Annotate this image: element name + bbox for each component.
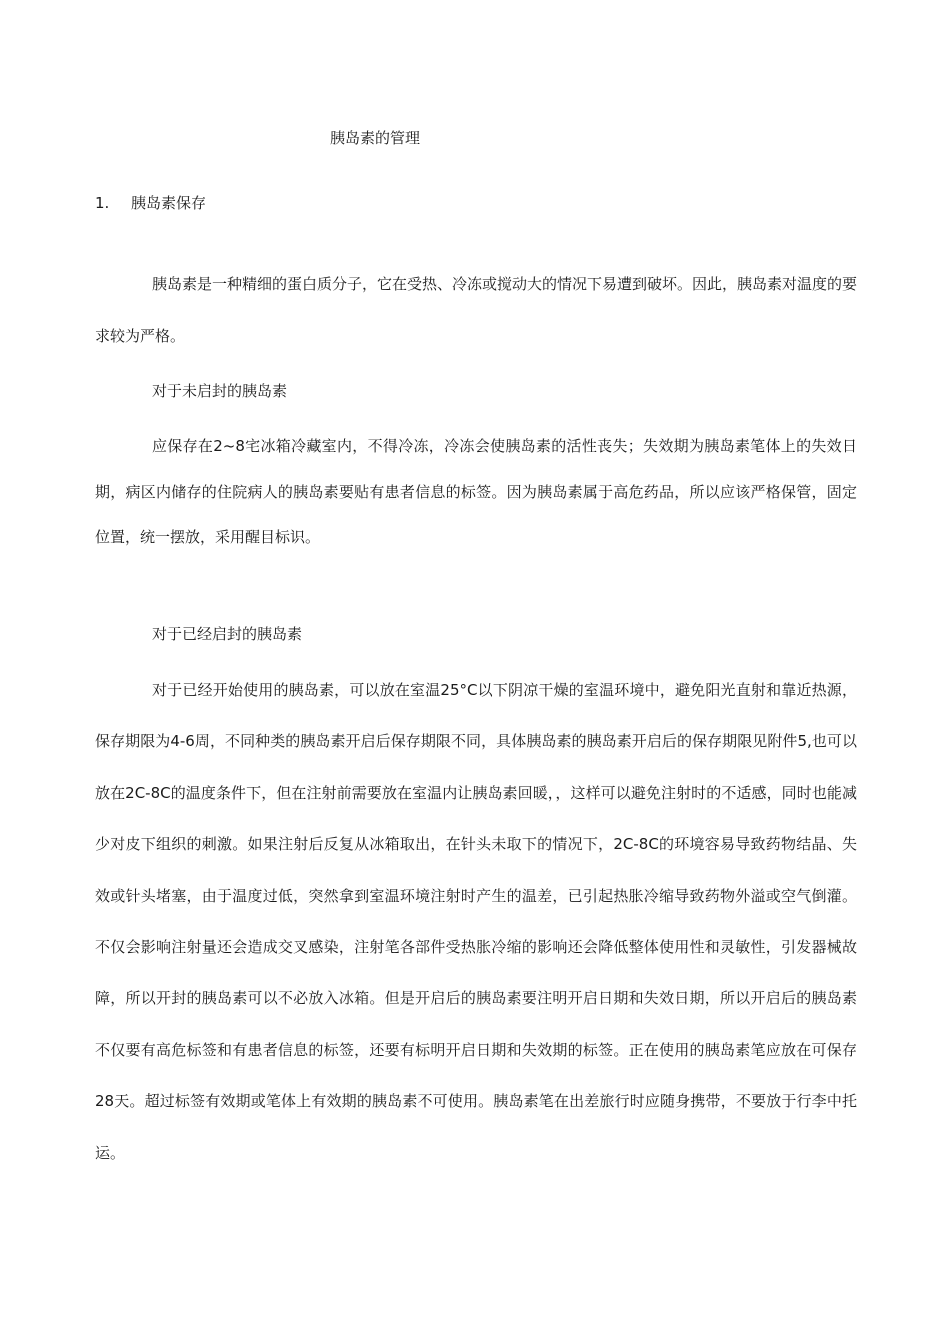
document-title: 胰岛素的管理 [329, 129, 420, 147]
unopened-paragraph: 应保存在2~8宅冰箱冷藏室内，不得冷冻，冷冻会使胰岛素的活性丧失；失效期为胰岛素笔体上的失效日期，病区内储存的住院病人的胰岛素要贴有患者信息的标签。因为胰岛素属于高危药品，所以应该严格保管，固定位置，统一摆放，采用醒目标识。 [95, 437, 857, 546]
unopened-heading: 对于未启封的胰岛素 [152, 382, 288, 400]
section-title: 胰岛素保存 [131, 194, 207, 212]
section-heading [95, 192, 206, 214]
opened-heading: 对于已经启封的胰岛素 [152, 625, 303, 643]
section-number: 1. [95, 194, 110, 212]
intro-paragraph: 胰岛素是一种精细的蛋白质分子，它在受热、冷冻或搅动大的情况下易遭到破坏。因此，胰岛素对温度的要求较为严格。 [95, 275, 858, 345]
opened-paragraph: 对于已经开始使用的胰岛素，可以放在室温25°C以下阴凉干燥的室温环境中，避免阳光直射和靠近热源，保存期限为4-6周，不同种类的胰岛素开启后保存期限不同，具体胰岛素的胰岛素开启后的保存期限见附件5,也可以放在2C-8C的温度条件下，但在注射前需要放在室温内让胰岛素回暖，，这样可以避免注射时的不适感，同时也能减少对皮下组织的刺激。如果注射后反复从冰箱取出，在针头未取下的情况下，2C-8C的环境容易导致药物结晶、失效或针头堵塞，由于温度过低，突然拿到室温环境注射时产生的温差，已引起热胀冷缩导致药物外溢或空气倒灌。不仅会影响注射量还会造成交叉感染，注射笔各部件受热胀冷缩的影响还会降低整体使用性和灵敏性，引发器械故障，所以开封的胰岛素可以不必放入冰箱。但是开启后的胰岛素要注明开启日期和失效日期，所以开启后的胰岛素不仅要有高危标签和有患者信息的标签，还要有标明开启日期和失效期的标签。正在使用的胰岛素笔应放在可保存28天。超过标签有效期或笔体上有效期的胰岛素不可使用。胰岛素笔在出差旅行时应随身携带，不要放于行李中托运。 [95, 681, 857, 1162]
